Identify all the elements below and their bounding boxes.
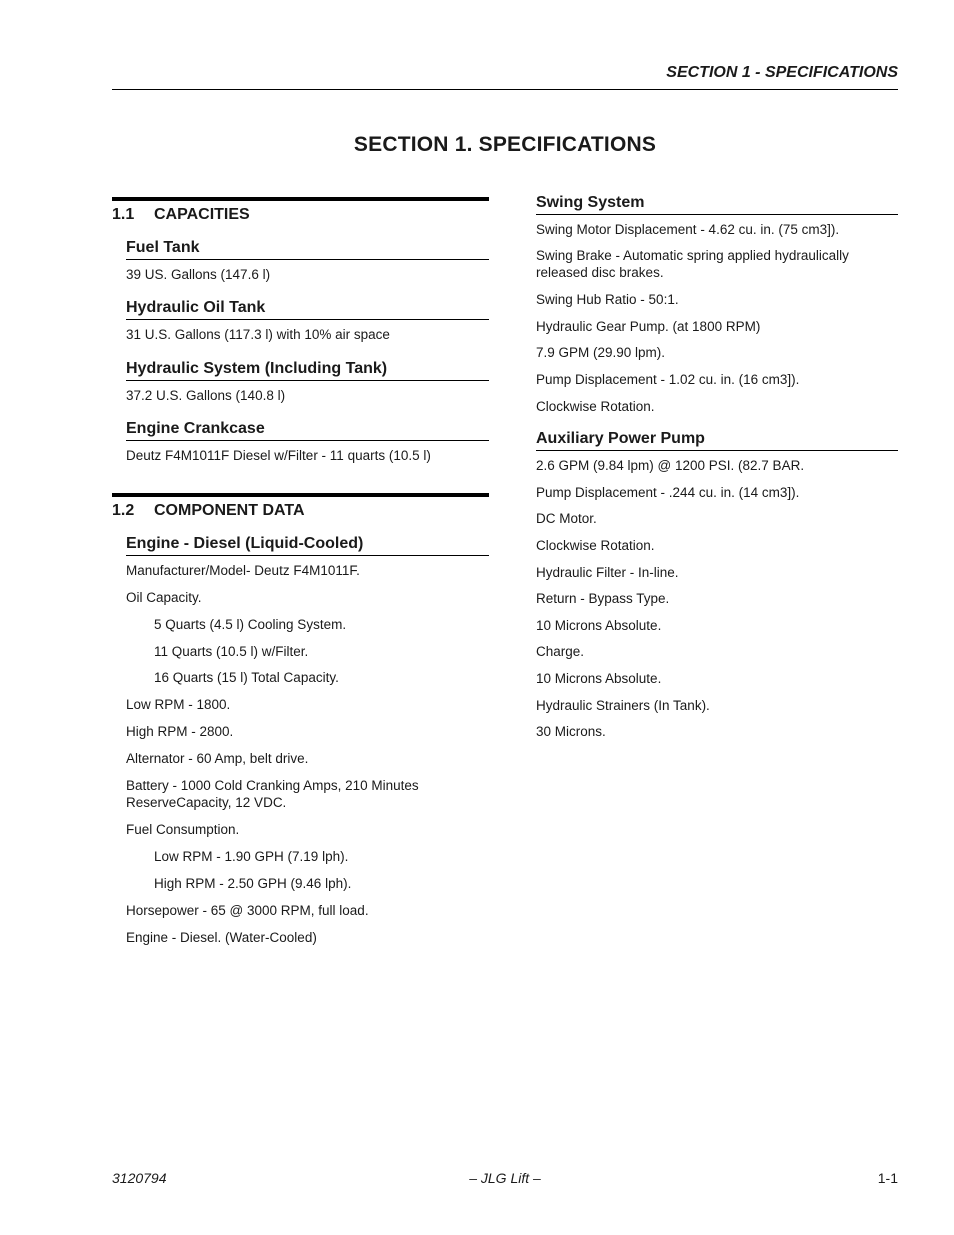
aux-line: Hydraulic Filter - In-line. [536,565,679,580]
aux-line: 10 Microns Absolute. [536,671,662,686]
subheading-auxiliary-power-pump: Auxiliary Power Pump [536,430,898,451]
swing-line: Pump Displacement - 1.02 cu. in. (16 cm3]). [536,372,800,387]
aux-line: Hydraulic Strainers (In Tank). [536,698,710,713]
page-title: SECTION 1. SPECIFICATIONS [353,133,657,156]
subheading-hydraulic-oil-tank: Hydraulic Oil Tank [126,299,489,320]
swing-line: 7.9 GPM (29.90 lpm). [536,345,666,360]
section-number: 1.1 [112,206,135,223]
subheading-engine-crankcase: Engine Crankcase [126,420,489,441]
engine-line-indented: 11 Quarts (10.5 l) w/Filter. [154,644,309,659]
section-heading-capacities [112,197,489,224]
engine-line-indented: 5 Quarts (4.5 l) Cooling System. [154,617,347,632]
fuel-tank-text: 39 US. Gallons (147.6 l) [126,267,271,282]
engine-line: Engine - Diesel. (Water-Cooled) [126,930,317,945]
section-number: 1.2 [112,502,135,519]
header-rule [112,89,898,90]
aux-line: 2.6 GPM (9.84 lpm) @ 1200 PSI. (82.7 BAR. [536,458,805,473]
engine-line: Battery - 1000 Cold Cranking Amps, 210 Minutes [126,778,419,793]
hydraulic-system-text: 37.2 U.S. Gallons (140.8 l) [126,388,286,403]
swing-line: Hydraulic Gear Pump. (at 1800 RPM) [536,319,761,334]
subheading-hydraulic-system: Hydraulic System (Including Tank) [126,360,489,381]
aux-line: Clockwise Rotation. [536,538,655,553]
engine-line: Oil Capacity. [126,590,202,605]
engine-line: Low RPM - 1800. [126,697,231,712]
swing-line: Swing Brake - Automatic spring applied hydraulically [536,248,849,263]
section-heading-component-data [112,493,489,520]
subheading-engine-diesel: Engine - Diesel (Liquid-Cooled) [126,535,489,556]
swing-line: Swing Motor Displacement - 4.62 cu. in. (75 cm3]). [536,222,840,237]
aux-line: 10 Microns Absolute. [536,618,662,633]
engine-line-indented: 16 Quarts (15 l) Total Capacity. [154,670,339,685]
swing-line: released disc brakes. [536,265,664,280]
engine-crankcase-text: Deutz F4M1011F Diesel w/Filter - 11 quarts (10.5 l) [126,448,431,463]
subheading-fuel-tank: Fuel Tank [126,239,489,260]
engine-line: Manufacturer/Model- Deutz F4M1011F. [126,563,360,578]
footer-page-number: 1-1 [877,1170,898,1186]
swing-line: Clockwise Rotation. [536,399,655,414]
engine-line: Alternator - 60 Amp, belt drive. [126,751,309,766]
section-title: CAPACITIES [154,206,250,223]
section-title: COMPONENT DATA [154,502,305,519]
aux-line: Charge. [536,644,585,659]
swing-line: Swing Hub Ratio - 50:1. [536,292,679,307]
aux-line: Return - Bypass Type. [536,591,670,606]
engine-line-indented: Low RPM - 1.90 GPH (7.19 lph). [154,849,349,864]
engine-line: ReserveCapacity, 12 VDC. [126,795,287,810]
subheading-swing-system: Swing System [536,194,898,215]
running-header: SECTION 1 - SPECIFICATIONS [666,64,898,81]
aux-line: 30 Microns. [536,724,606,739]
engine-line-indented: High RPM - 2.50 GPH (9.46 lph). [154,876,352,891]
footer-doc-number: 3120794 [112,1170,167,1186]
engine-line: Horsepower - 65 @ 3000 RPM, full load. [126,903,369,918]
footer-brand: – JLG Lift – [469,1170,541,1186]
aux-line: DC Motor. [536,511,597,526]
engine-line: High RPM - 2800. [126,724,234,739]
hydraulic-oil-tank-text: 31 U.S. Gallons (117.3 l) with 10% air space [126,327,390,342]
engine-line: Fuel Consumption. [126,822,240,837]
aux-line: Pump Displacement - .244 cu. in. (14 cm3]). [536,485,800,500]
